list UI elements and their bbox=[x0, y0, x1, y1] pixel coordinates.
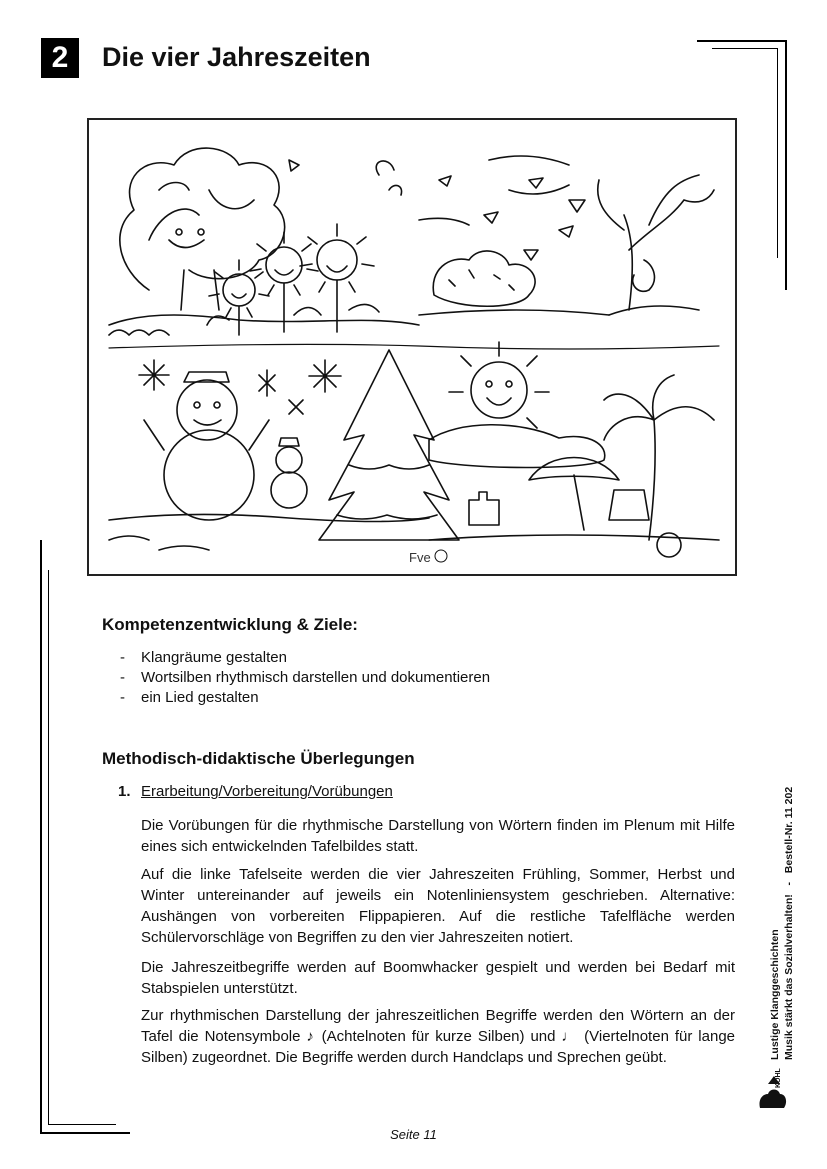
sunflower-2 bbox=[250, 232, 318, 332]
list-item: - Wortsilben rhythmisch darstellen und dokumentieren bbox=[120, 669, 491, 686]
paragraph-3: Die Jahreszeitbegriffe werden auf Boomwhacker gespielt und werden bei Bedarf mit Stabspielen unterstützt. bbox=[141, 959, 735, 997]
paragraph-4: Zur rhythmischen Darstellung der jahreszeitlichen Begriffe werden den Wörtern an der Tafel die Notensymbole ♪ (Achtelnoten für kurze Silben) und ♩ (Viertelnoten für lange Silben) zugeordnet. Die Begriffe werden durch Handclaps und Sprechen geübt. bbox=[141, 1007, 735, 1066]
snowflake-1 bbox=[139, 360, 169, 390]
snowflake-3 bbox=[309, 360, 341, 392]
frame-bottom-left-v1 bbox=[40, 540, 42, 1134]
publisher-logo bbox=[756, 1064, 790, 1112]
list-item: - ein Lied gestalten bbox=[120, 689, 259, 706]
snowflake-4 bbox=[289, 400, 303, 414]
autumn-scene bbox=[419, 156, 714, 315]
competence-list bbox=[120, 648, 490, 708]
frame-top-right-h1 bbox=[697, 40, 787, 42]
sidebar-publication-info bbox=[768, 745, 808, 1060]
frame-bottom-left-h2 bbox=[48, 1124, 116, 1125]
artist-signature: Fve bbox=[409, 550, 431, 565]
winter-scene bbox=[109, 350, 459, 550]
step-title: Erarbeitung/Vorbereitung/Vorübungen bbox=[141, 783, 393, 800]
list-item: - Klangräume gestalten bbox=[120, 649, 287, 666]
sunflower-3 bbox=[300, 224, 374, 332]
sidebar-order-line: Musik stärkt das Sozialverhalten! - Bestell-Nr. 11 202 bbox=[783, 786, 795, 1060]
christmas-tree bbox=[319, 350, 459, 540]
signature-smiley-icon bbox=[435, 550, 447, 562]
sandcastle bbox=[469, 492, 499, 525]
page-number: Seite 11 bbox=[390, 1127, 437, 1142]
snowflake-2 bbox=[259, 370, 275, 396]
sidebar-series-title: Lustige Klanggeschichten bbox=[769, 929, 781, 1060]
page-title: Die vier Jahreszeiten bbox=[102, 42, 371, 72]
frame-top-right-h2 bbox=[712, 48, 778, 49]
beach-umbrella bbox=[529, 458, 619, 531]
paragraph-2: Auf die linke Tafelseite werden die vier Jahreszeiten Frühling, Sommer, Herbst und Winter untereinander auf jeweils ein Notenliniensystem geschrieben. Alternative: Aushängen von vorbereiten Flippapieren. Auf die restliche Tafelfläche werden Schülervorschläge von Begriffen zu den vier Jahreszeiten notiert. bbox=[141, 866, 735, 946]
summer-scene bbox=[429, 342, 719, 557]
palm-tree bbox=[604, 375, 714, 540]
seasons-illustration bbox=[87, 118, 737, 576]
svg-text:KOHL: KOHL bbox=[775, 1068, 782, 1088]
spring-scene bbox=[109, 148, 419, 335]
frame-bottom-left-v2 bbox=[48, 570, 49, 1125]
frame-top-right-v1 bbox=[785, 40, 787, 290]
competence-heading: Kompetenzentwicklung & Ziele: bbox=[102, 615, 358, 634]
frame-top-right-v2 bbox=[777, 48, 778, 258]
step-number: 1. bbox=[118, 783, 131, 800]
methods-heading: Methodisch-didaktische Überlegungen bbox=[102, 749, 415, 768]
chapter-number: 2 bbox=[41, 38, 79, 78]
paragraph-1: Die Vorübungen für die rhythmische Darstellung von Wörtern finden im Plenum mit Hilfe eines sich entwickelnden Tafelbildes statt. bbox=[141, 817, 735, 855]
